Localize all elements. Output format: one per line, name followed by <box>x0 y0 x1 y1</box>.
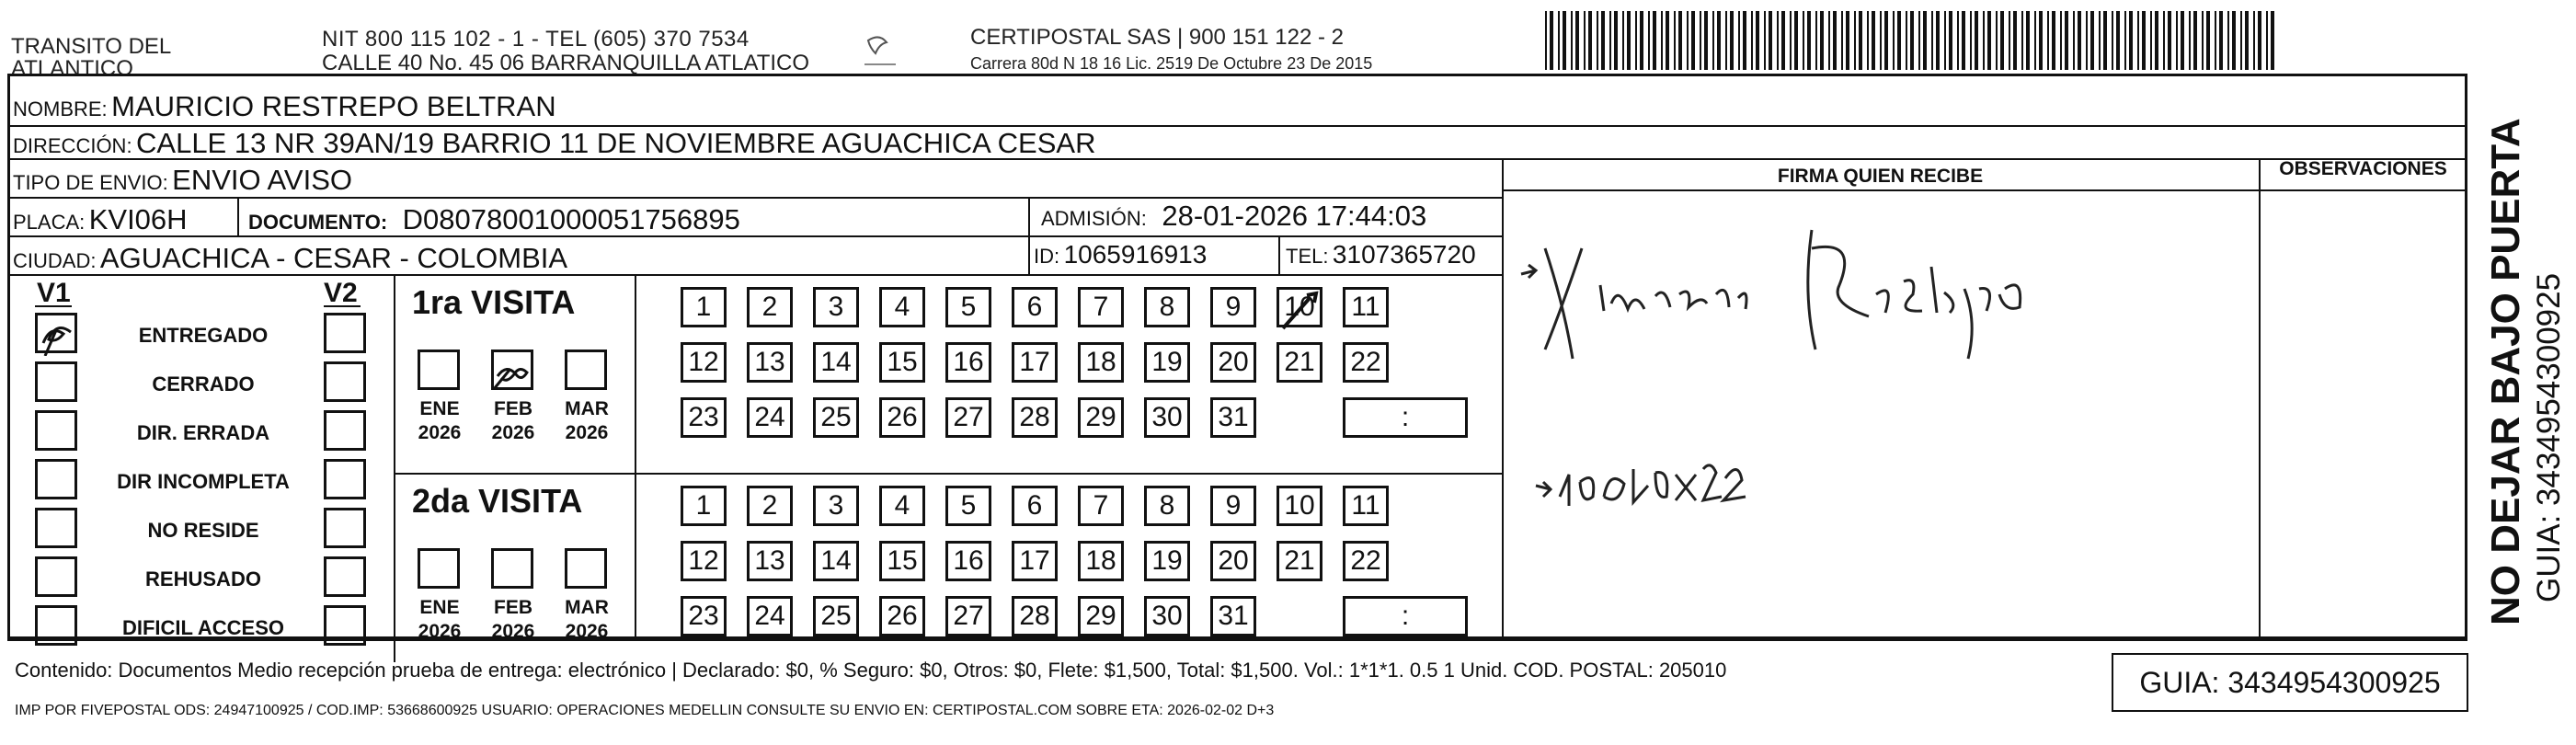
time-box[interactable]: : <box>1343 397 1468 438</box>
day-box[interactable]: 31 <box>1210 596 1256 636</box>
status-label: NO RESIDE <box>147 519 259 542</box>
day-box[interactable]: 16 <box>945 342 991 383</box>
v2-checkbox[interactable] <box>324 459 366 499</box>
v2-checkbox[interactable] <box>324 508 366 548</box>
day-box[interactable]: 27 <box>945 596 991 636</box>
month-checkbox[interactable] <box>565 548 607 589</box>
day-box[interactable]: 6 <box>1012 486 1058 526</box>
ciudad-label: CIUDAD: <box>13 249 97 272</box>
day-box[interactable]: 5 <box>945 287 991 327</box>
month-label <box>476 596 550 644</box>
day-box[interactable]: 28 <box>1012 596 1058 636</box>
visit-title: 1ra VISITA <box>412 283 576 321</box>
company-name-line1: TRANSITO DEL <box>11 34 172 59</box>
signature-area[interactable] <box>1508 193 2253 635</box>
address-line: CALLE 40 No. 45 06 BARRANQUILLA ATLATICO <box>322 51 810 75</box>
month-label <box>403 397 476 445</box>
month-label <box>403 596 476 644</box>
firma-header: FIRMA QUIEN RECIBE <box>1777 166 1984 187</box>
day-box[interactable]: 3 <box>813 287 859 327</box>
courier-logo-icon <box>855 33 903 74</box>
direccion-label: DIRECCIÓN: <box>13 134 132 157</box>
day-box[interactable]: 8 <box>1144 287 1190 327</box>
day-box[interactable]: 29 <box>1078 397 1124 438</box>
day-box[interactable]: 11 <box>1343 486 1389 526</box>
side-warning: NO DEJAR BAJO PUERTA <box>2483 118 2528 625</box>
day-box[interactable]: 11 <box>1343 287 1389 327</box>
v2-checkbox[interactable] <box>324 410 366 451</box>
month-label <box>476 397 550 445</box>
day-box[interactable]: 17 <box>1012 342 1058 383</box>
v2-label: V2 <box>324 278 358 308</box>
month-checkbox[interactable] <box>565 350 607 390</box>
day-box[interactable]: 4 <box>879 287 925 327</box>
day-box[interactable]: 22 <box>1343 342 1389 383</box>
barcode <box>1545 11 2281 70</box>
day-box[interactable]: 26 <box>879 596 925 636</box>
day-box[interactable]: 8 <box>1144 486 1190 526</box>
day-box[interactable]: 3 <box>813 486 859 526</box>
day-box[interactable]: 15 <box>879 342 925 383</box>
day-box[interactable]: 6 <box>1012 287 1058 327</box>
day-box[interactable]: 13 <box>747 541 793 581</box>
month-checkbox[interactable] <box>418 548 460 589</box>
status-label: DIR. ERRADA <box>136 421 270 444</box>
observaciones-header: OBSERVACIONES <box>2279 158 2447 179</box>
day-box[interactable]: 18 <box>1078 342 1124 383</box>
month-checkbox[interactable] <box>418 350 460 390</box>
tipo-envio-value: ENVIO AVISO <box>172 164 352 196</box>
status-label: DIR INCOMPLETA <box>117 470 290 493</box>
month-year: 2026 <box>565 422 609 443</box>
day-box[interactable]: 4 <box>879 486 925 526</box>
day-box[interactable]: 9 <box>1210 486 1256 526</box>
v2-checkbox[interactable] <box>324 313 366 353</box>
contents-line: Contenido: Documentos Medio recepción prueba de entrega: electrónico | Declarado: $0, % Seguro: $0, Otros: $0, Flete: $1,500, Total: $1,500. Vol.: 1*1*1. 0.5 1 Unid. COD. POSTAL: 205010 <box>15 659 1727 682</box>
day-box[interactable]: 16 <box>945 541 991 581</box>
v1-checkbox[interactable] <box>35 459 77 499</box>
handwritten-check-icon <box>38 315 80 356</box>
month-name: ENE <box>419 398 460 419</box>
day-box[interactable]: 31 <box>1210 397 1256 438</box>
day-box[interactable]: 20 <box>1210 541 1256 581</box>
day-box[interactable]: 24 <box>747 397 793 438</box>
imp-line: IMP POR FIVEPOSTAL ODS: 24947100925 / COD.IMP: 53668600925 USUARIO: OPERACIONES MEDELLIN CONSULTE SU ENVIO EN: CERTIPOSTAL.COM SOBRE ETA: 2026-02-02 D+3 <box>15 703 1275 718</box>
handwritten-mark-icon <box>1279 290 1325 330</box>
day-box[interactable]: 9 <box>1210 287 1256 327</box>
day-box[interactable]: 18 <box>1078 541 1124 581</box>
v2-checkbox[interactable] <box>324 361 366 402</box>
day-box[interactable]: 13 <box>747 342 793 383</box>
nombre-label: NOMBRE: <box>13 97 108 120</box>
month-year: 2026 <box>491 621 535 642</box>
day-box[interactable]: 14 <box>813 541 859 581</box>
id-label: ID: <box>1034 245 1060 268</box>
month-year: 2026 <box>565 621 609 642</box>
day-number: 10 <box>1284 292 1315 322</box>
day-box[interactable]: 25 <box>813 596 859 636</box>
status-label: CERRADO <box>152 372 255 395</box>
v1-checkbox[interactable] <box>35 508 77 548</box>
day-box[interactable]: 25 <box>813 397 859 438</box>
day-box[interactable]: 20 <box>1210 342 1256 383</box>
day-box[interactable]: 7 <box>1078 287 1124 327</box>
v2-checkbox[interactable] <box>324 556 366 597</box>
day-box[interactable]: 7 <box>1078 486 1124 526</box>
courier-line1: CERTIPOSTAL SAS | 900 151 122 - 2 <box>970 25 1344 50</box>
day-box[interactable] <box>1277 287 1322 327</box>
side-guia: GUIA: 3434954300925 <box>2531 272 2567 602</box>
day-box[interactable]: 30 <box>1144 397 1190 438</box>
placa-value: KVI06H <box>88 203 188 235</box>
v1-checkbox[interactable] <box>35 410 77 451</box>
month-name: MAR <box>565 597 609 618</box>
day-box[interactable]: 5 <box>945 486 991 526</box>
month-name: MAR <box>565 398 609 419</box>
status-label: ENTREGADO <box>138 324 269 347</box>
day-box[interactable]: 1 <box>681 486 727 526</box>
documento-value: D08078001000051756895 <box>402 203 740 235</box>
v1-checkbox[interactable] <box>35 556 77 597</box>
day-box[interactable]: 23 <box>681 596 727 636</box>
time-box[interactable]: : <box>1343 596 1468 636</box>
documento-label: DOCUMENTO: <box>248 211 388 234</box>
handwritten-check-icon <box>494 352 536 393</box>
ciudad-value: AGUACHICA - CESAR - COLOMBIA <box>99 242 568 274</box>
day-box[interactable]: 22 <box>1343 541 1389 581</box>
day-box[interactable]: 12 <box>681 541 727 581</box>
day-box[interactable]: 2 <box>747 287 793 327</box>
tel-label: TEL: <box>1286 245 1329 268</box>
status-label: REHUSADO <box>145 567 261 590</box>
v1-checkbox[interactable] <box>35 313 77 353</box>
direccion-value: CALLE 13 NR 39AN/19 BARRIO 11 DE NOVIEMBRE AGUACHICA CESAR <box>136 127 1096 159</box>
day-box[interactable]: 10 <box>1277 486 1322 526</box>
visit-title: 2da VISITA <box>412 482 583 520</box>
guia-box <box>2112 653 2468 712</box>
placa-label: PLACA: <box>13 211 86 234</box>
month-year: 2026 <box>491 422 535 443</box>
admision-value: 28-01-2026 17:44:03 <box>1162 200 1427 232</box>
month-name: FEB <box>494 398 532 419</box>
day-box[interactable]: 28 <box>1012 397 1058 438</box>
nit-line: NIT 800 115 102 - 1 - TEL (605) 370 7534 <box>322 27 750 52</box>
day-box[interactable]: 21 <box>1277 342 1322 383</box>
month-label <box>550 397 624 445</box>
id-value: 1065916913 <box>1063 240 1208 269</box>
month-year: 2026 <box>418 621 462 642</box>
day-box[interactable]: 1 <box>681 287 727 327</box>
tipo-envio-label: TIPO DE ENVIO: <box>13 171 168 194</box>
day-box[interactable]: 19 <box>1144 541 1190 581</box>
status-label: DIFICIL ACCESO <box>121 616 284 639</box>
v1-checkbox[interactable] <box>35 361 77 402</box>
day-box[interactable]: 27 <box>945 397 991 438</box>
tel-value: 3107365720 <box>1332 240 1476 269</box>
month-checkbox[interactable] <box>491 350 533 390</box>
month-year: 2026 <box>418 422 462 443</box>
handwritten-signature <box>1508 193 2253 635</box>
month-name: FEB <box>494 597 532 618</box>
month-checkbox[interactable] <box>491 548 533 589</box>
day-box[interactable]: 29 <box>1078 596 1124 636</box>
day-box[interactable]: 12 <box>681 342 727 383</box>
nombre-value: MAURICIO RESTREPO BELTRAN <box>111 90 556 122</box>
company-name-line2: ATLANTICO <box>11 56 133 81</box>
day-box[interactable]: 23 <box>681 397 727 438</box>
v1-label: V1 <box>37 278 71 308</box>
admision-label: ADMISIÓN: <box>1041 207 1147 230</box>
month-name: ENE <box>419 597 460 618</box>
day-box[interactable]: 19 <box>1144 342 1190 383</box>
day-box[interactable]: 30 <box>1144 596 1190 636</box>
courier-line2: Carrera 80d N 18 16 Lic. 2519 De Octubre 23 De 2015 <box>970 54 1373 73</box>
day-box[interactable]: 2 <box>747 486 793 526</box>
guia-box-text: GUIA: 3434954300925 <box>2139 666 2441 699</box>
day-box[interactable]: 15 <box>879 541 925 581</box>
day-box[interactable]: 24 <box>747 596 793 636</box>
day-box[interactable]: 26 <box>879 397 925 438</box>
day-box[interactable]: 14 <box>813 342 859 383</box>
day-box[interactable]: 17 <box>1012 541 1058 581</box>
month-label <box>550 596 624 644</box>
day-box[interactable]: 21 <box>1277 541 1322 581</box>
